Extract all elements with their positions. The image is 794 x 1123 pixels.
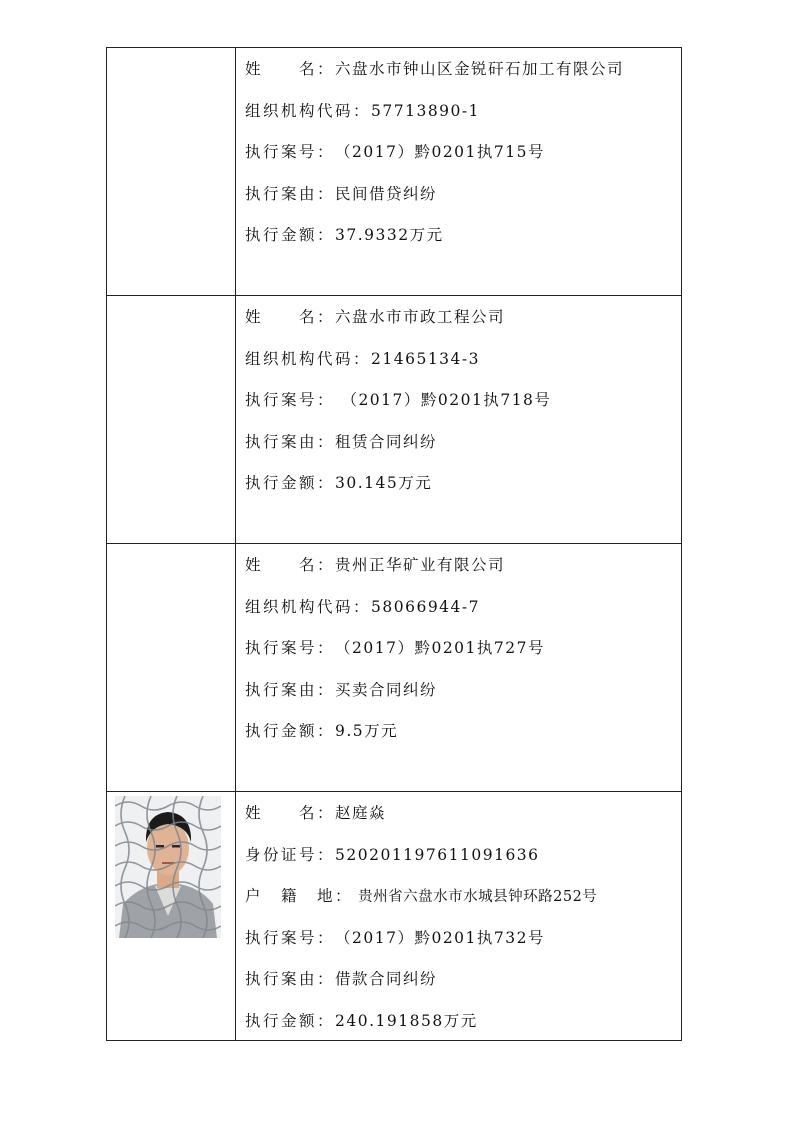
- field-label: 执行金额：: [245, 1011, 336, 1030]
- field-label: 姓 名：: [245, 556, 336, 574]
- field-label: 执行案由：: [245, 970, 336, 988]
- field-label: 执行案由：: [245, 184, 336, 203]
- portrait-image: [115, 796, 221, 938]
- field-amount: [245, 720, 681, 762]
- field-label: 身份证号：: [245, 845, 336, 864]
- field-label: 执行金额：: [245, 722, 336, 740]
- field-value: 六盘水市钟山区金锐矸石加工有限公司: [335, 60, 625, 78]
- info-cell: [236, 48, 681, 295]
- info-cell: [236, 792, 681, 1040]
- field-value: 六盘水市市政工程公司: [335, 308, 506, 326]
- field-name: [245, 802, 681, 844]
- person-photo: [115, 796, 221, 938]
- field-label: 执行案号：: [245, 391, 336, 409]
- field-value: （2017）黔0201执727号: [335, 639, 545, 657]
- field-label: 户 籍 地：: [245, 887, 354, 905]
- field-name: [245, 306, 681, 348]
- field-case-cause: [245, 431, 681, 473]
- field-value: （2017）黔0201执715号: [335, 143, 545, 161]
- field-amount: [245, 1010, 681, 1052]
- field-name: [245, 58, 681, 100]
- field-label: 执行金额：: [245, 474, 336, 492]
- records-table: [106, 47, 682, 1041]
- field-org-code: [245, 348, 681, 390]
- field-value: 37.9332万元: [335, 226, 444, 244]
- field-id-number: [245, 844, 681, 886]
- field-value: 57713890-1: [371, 101, 481, 120]
- field-domicile: [245, 885, 681, 927]
- field-amount: [245, 224, 681, 266]
- field-label: 姓 名：: [245, 804, 336, 822]
- field-case-number: [245, 927, 681, 969]
- photo-cell: [107, 48, 236, 295]
- photo-cell: [107, 544, 236, 791]
- field-label: 执行案号：: [245, 143, 336, 161]
- field-case-number: [245, 389, 681, 431]
- field-label: 执行案号：: [245, 639, 336, 657]
- photo-cell: [107, 296, 236, 543]
- field-label: 组织机构代码：: [245, 101, 372, 120]
- field-label: 姓 名：: [245, 60, 336, 78]
- field-value: 21465134-3: [371, 349, 481, 368]
- field-value: 借款合同纠纷: [335, 970, 438, 988]
- record-row: [106, 543, 682, 791]
- field-value: 买卖合同纠纷: [335, 680, 438, 699]
- field-label: 姓 名：: [245, 308, 336, 326]
- field-value: 30.145万元: [335, 474, 433, 492]
- field-amount: [245, 472, 681, 514]
- field-label: 组织机构代码：: [245, 597, 372, 616]
- field-case-number: [245, 141, 681, 183]
- record-row: [106, 791, 682, 1041]
- field-value: 9.5万元: [335, 722, 399, 740]
- info-cell: [236, 296, 681, 543]
- field-value: 贵州正华矿业有限公司: [335, 556, 506, 574]
- field-case-cause: [245, 183, 681, 225]
- info-cell: [236, 544, 681, 791]
- field-case-cause: [245, 968, 681, 1010]
- field-value: 58066944-7: [371, 597, 481, 616]
- field-label: 执行案由：: [245, 432, 336, 451]
- field-org-code: [245, 100, 681, 142]
- field-case-cause: [245, 679, 681, 721]
- field-value: （2017）黔0201执732号: [335, 928, 545, 947]
- field-case-number: [245, 637, 681, 679]
- field-name: [245, 554, 681, 596]
- field-value: 民间借贷纠纷: [335, 184, 438, 203]
- field-label: 执行金额：: [245, 226, 336, 244]
- field-value: 520201197611091636: [335, 845, 540, 864]
- record-row: [106, 47, 682, 295]
- field-org-code: [245, 596, 681, 638]
- field-value: 租赁合同纠纷: [335, 432, 438, 451]
- field-value: （2017）黔0201执718号: [335, 391, 552, 409]
- field-value: 贵州省六盘水市水城县钟环路252号: [353, 889, 598, 905]
- record-row: [106, 295, 682, 543]
- field-value: 240.191858万元: [335, 1011, 478, 1030]
- field-value: 赵庭焱: [335, 804, 387, 822]
- photo-cell: [107, 792, 236, 1040]
- field-label: 组织机构代码：: [245, 349, 372, 368]
- field-label: 执行案号：: [245, 928, 336, 947]
- field-label: 执行案由：: [245, 680, 336, 699]
